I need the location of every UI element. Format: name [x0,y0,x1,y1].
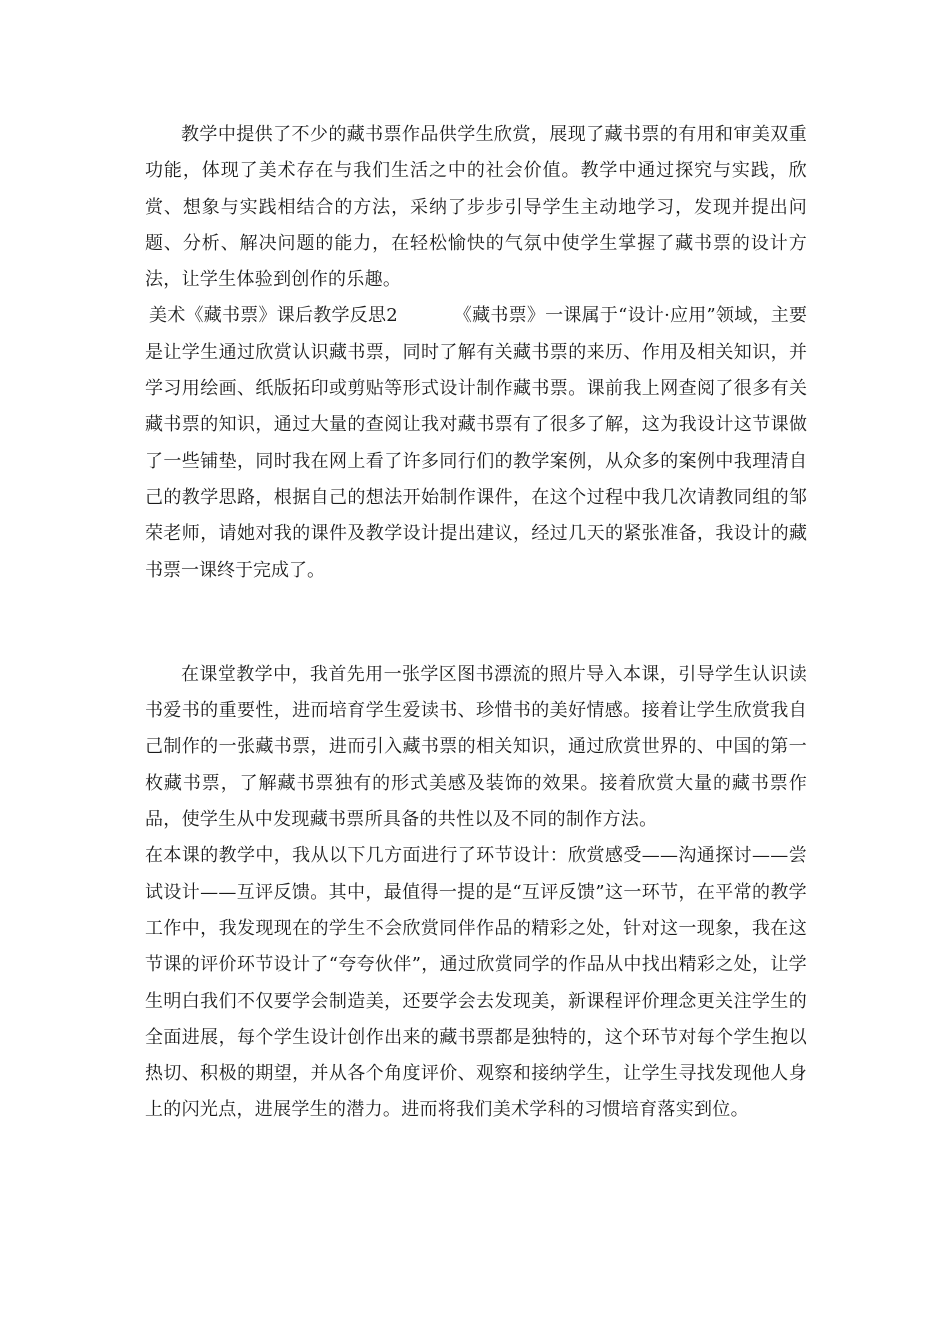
paragraph-intro: 教学中提供了不少的藏书票作品供学生欣赏，展现了藏书票的有用和审美双重功能，体现了美术存在与我们生活之中的社会价值。教学中通过探究与实践，欣赏、想象与实践相结合的方法，采纳了步步引导学生主动地学习，发现并提出问题、分析、解决问题的能力，在轻松愉快的气氛中使学生掌握了藏书票的设计方法，让学生体验到创作的乐趣。 [145,124,807,291]
paragraph-gap [145,607,807,657]
document-body [145,117,807,1129]
paragraph-design: 在本课的教学中，我从以下几方面进行了环节设计：欣赏感受——沟通探讨——尝试设计——互评反馈。其中，最值得一提的是“互评反馈”这一环节，在平常的教学工作中，我发现现在的学生不会欣赏同伴作品的精彩之处，针对这一现象，我在这节课的评价环节设计了“夸夸伙伴”，通过欣赏同学的作品从中找出精彩之处，让学生明白我们不仅要学会制造美，还要学会去发现美，新课程评价理念更关注学生的全面进展，每个学生设计创作出来的藏书票都是独特的，这个环节对每个学生抱以热切、积极的期望，并从各个角度评价、观察和接纳学生，让学生寻找发现他人身上的闪光点，进展学生的潜力。进而将我们美术学科的习惯培育落实到位。 [145,845,807,1121]
paragraph-classroom: 在课堂教学中，我首先用一张学区图书漂流的照片导入本课，引导学生认识读书爱书的重要性，进而培育学生爱读书、珍惜书的美好情感。接着让学生欣赏我自己制作的一张藏书票，进而引入藏书票的相关知识，通过欣赏世界的、中国的第一枚藏书票，了解藏书票独有的形式美感及装饰的效果。接着欣赏大量的藏书票作品，使学生从中发现藏书票所具备的共性以及不同的制作方法。 [145,663,807,831]
section-heading: 美术《藏书票》课后教学反思2 [149,305,398,327]
paragraph-section-2: 《藏书票》一课属于“设计·应用”领域，主要是让学生通过欣赏认识藏书票，同时了解有关藏书票的来历、作用及相关知识，并学习用绘画、纸版拓印或剪贴等形式设计制作藏书票。课前我上网查阅了很多有关藏书票的知识，通过大量的查阅让我对藏书票有了很多了解，这为我设计这节课做了一些铺垫，同时我在网上看了许多同行们的教学案例，从众多的案例中我理清自己的教学思路，根据自己的想法开始制作课件，在这个过程中我几次请教同组的邹荣老师，请她对我的课件及教学设计提出建议，经过几天的紧张准备，我设计的藏书票一课终于完成了。 [145,305,807,581]
section-2 [145,298,807,588]
